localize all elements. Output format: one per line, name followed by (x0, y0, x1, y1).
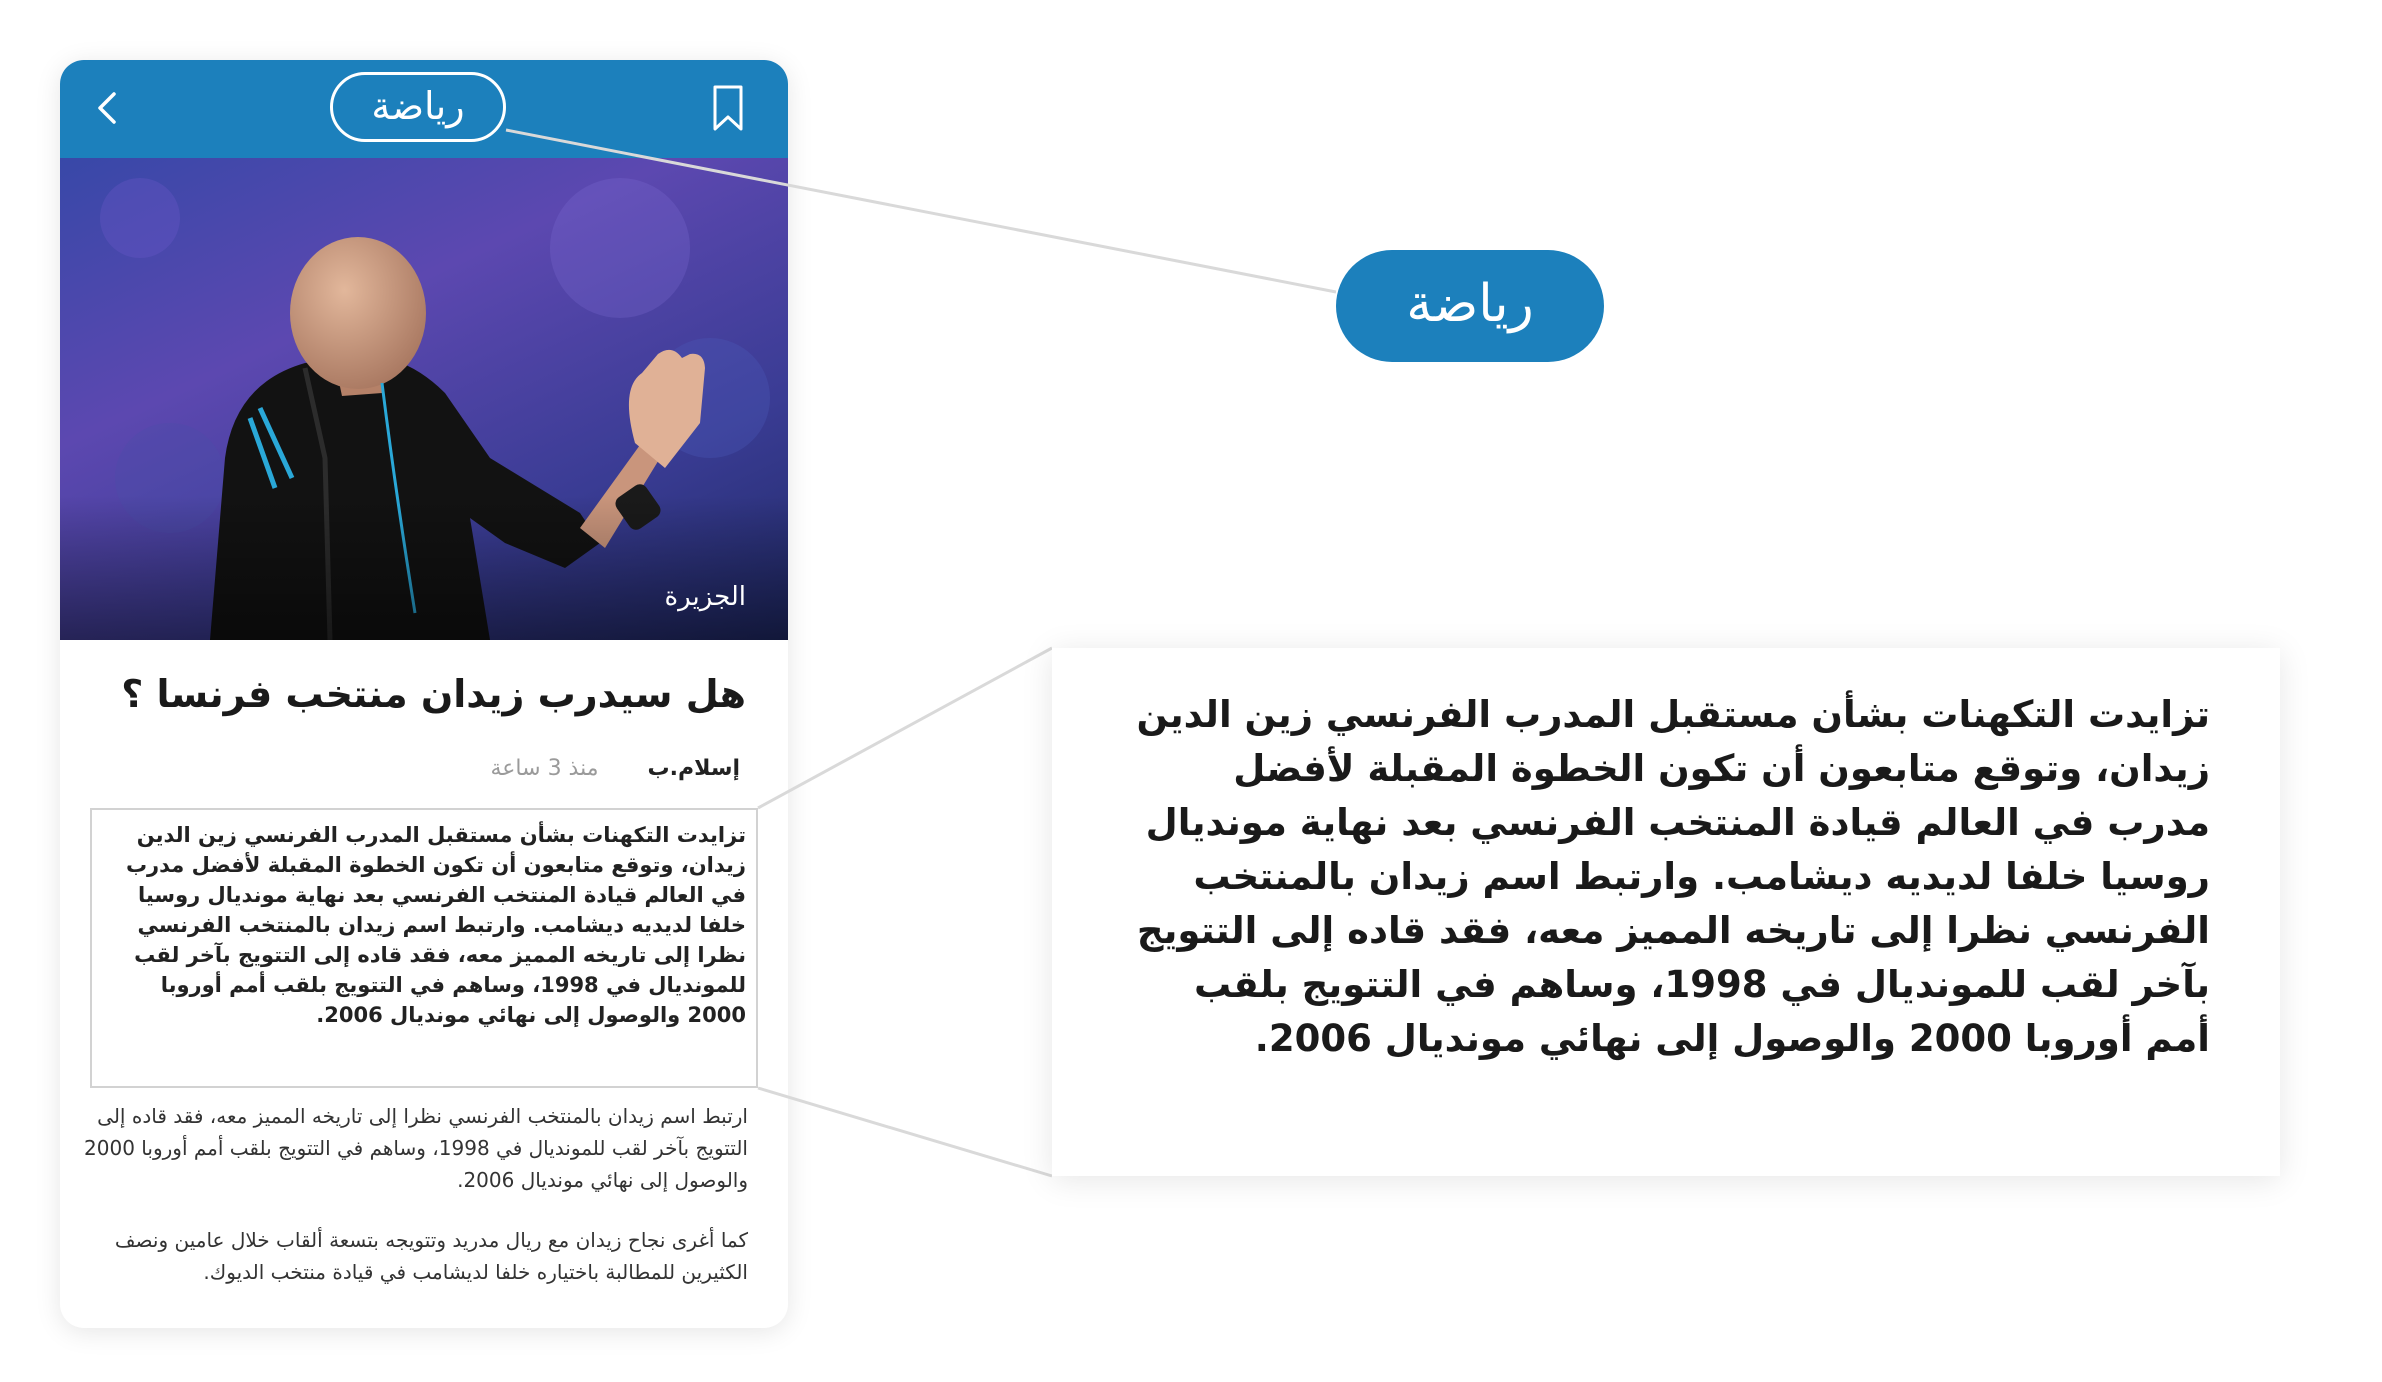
excerpt-text: تزايدت التكهنات بشأن مستقبل المدرب الفرنسي زين الدين زيدان، وتوقع متابعون أن تكون الخطوة المقبلة لأفضل مدرب في العالم قيادة المنتخب الفرنسي بعد نهاية مونديال روسيا خلفا لديديه ديشامب. وارتبط اسم زيدان بالمنتخب الفرنسي نظرا إلى تاريخه المميز معه، فقد قاده إلى التتويج بآخر لقب للمونديال في 1998، وساهم في التتويج بلقب أمم أوروبا 2000 والوصول إلى نهائي مونديال 2006. (125, 823, 746, 1027)
excerpt-callout (1052, 648, 2280, 1176)
category-callout: رياضة (1336, 250, 1604, 362)
publish-time: منذ 3 ساعة (490, 756, 599, 781)
article-paragraph: كما أغرى نجاح زيدان مع ريال مدريد وتتويجه بتسعة ألقاب خلال عامين ونصف الكثيرين للمطالبة باختياره خلفا لديشامب في قيادة منتخب الديوك. (114, 1228, 748, 1284)
article-paragraph: ارتبط اسم زيدان بالمنتخب الفرنسي نظرا إلى تاريخه المميز معه، فقد قاده إلى التتويج بآخر لقب للمونديال في 1998، وساهم في التتويج بلقب أمم أوروبا 2000 والوصول إلى نهائي مونديال 2006. (84, 1104, 748, 1192)
article-title: هل سيدرب زيدان منتخب فرنسا ؟ (121, 672, 746, 716)
excerpt-callout-text: تزايدت التكهنات بشأن مستقبل المدرب الفرنسي زين الدين زيدان، وتوقع متابعون أن تكون الخطوة المقبلة لأفضل مدرب في العالم قيادة المنتخب الفرنسي بعد نهاية مونديال روسيا خلفا لديديه ديشامب. وارتبط اسم زيدان بالمنتخب الفرنسي نظرا إلى تاريخه المميز معه، فقد قاده إلى التتويج بآخر لقب للمونديال في 1998، وساهم في التتويج بلقب أمم أوروبا 2000 والوصول إلى نهائي مونديال 2006. (1136, 693, 2210, 1060)
connector-line (758, 1088, 1052, 1176)
author-name[interactable]: إسلام.ب (647, 756, 740, 781)
connector-line (758, 648, 1052, 808)
category-chip[interactable]: رياضة (330, 72, 506, 142)
connector-line (506, 130, 1336, 292)
image-credit: الجزيرة (664, 582, 746, 612)
